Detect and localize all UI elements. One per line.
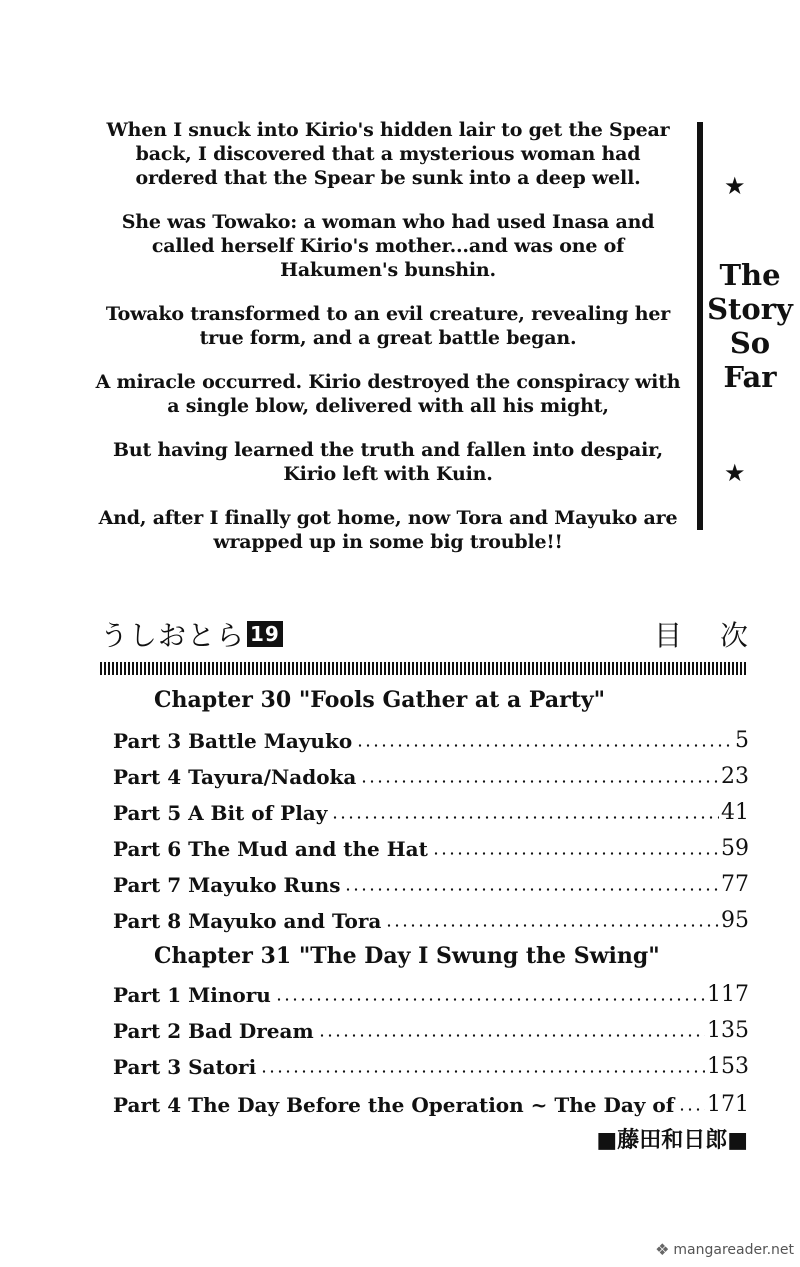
chapter-heading: Chapter 30 "Fools Gather at a Party" <box>154 687 606 713</box>
toc-entry-title: Part 1 Minoru <box>113 983 271 1007</box>
toc-entry-title: Part 3 Battle Mayuko <box>113 729 353 753</box>
toc-entry-title: Part 2 Bad Dream <box>113 1019 314 1043</box>
summary-paragraph: When I snuck into Kirio's hidden lair to get the Spear back, I discovered that a mysterious woman had ordered that the Spear be sunk into a deep well. <box>106 119 670 189</box>
contents-label: 目次 <box>653 619 786 652</box>
toc-entry[interactable] <box>113 978 749 1008</box>
toc-entry-page: 5 <box>735 728 749 753</box>
star-icon: ★ <box>724 172 746 200</box>
toc-entry[interactable] <box>113 760 749 790</box>
summary-paragraph: She was Towako: a woman who had used Inasa and called herself Kirio's mother...and was one of Hakumen's bunshin. <box>121 211 655 281</box>
volume-badge: 19 <box>247 621 283 647</box>
toc-entry[interactable] <box>113 1014 749 1044</box>
series-name: うしおとら <box>100 619 246 652</box>
toc-entry-page: 153 <box>707 1054 749 1079</box>
author-name: ■藤田和日郎■ <box>596 1128 748 1153</box>
tick-divider <box>100 662 748 675</box>
toc-entry-page: 171 <box>707 1092 749 1117</box>
toc-entry-page: 41 <box>721 800 749 825</box>
toc-entry[interactable] <box>113 868 749 898</box>
summary-paragraph: A miracle occurred. Kirio destroyed the conspiracy with a single blow, delivered with all his might, <box>95 371 681 417</box>
dot-leader <box>331 816 719 819</box>
title-line: The <box>719 258 781 292</box>
dot-leader <box>678 1108 705 1111</box>
toc-entry[interactable] <box>113 904 749 934</box>
toc-entry[interactable] <box>113 796 749 826</box>
toc-entry-title: Part 3 Satori <box>113 1055 257 1079</box>
toc-entry-page: 95 <box>721 908 749 933</box>
dot-leader <box>360 780 719 783</box>
toc-entry-title: Part 8 Mayuko and Tora <box>113 909 382 933</box>
star-icon: ★ <box>724 459 746 487</box>
title-line: Far <box>723 360 777 394</box>
toc-entry-page: 135 <box>707 1018 749 1043</box>
chapter-heading: Chapter 31 "The Day I Swung the Swing" <box>154 943 660 969</box>
dot-leader <box>344 888 719 891</box>
toc-entry-title: Part 5 A Bit of Play <box>113 801 328 825</box>
dot-leader <box>260 1070 705 1073</box>
dot-leader <box>356 744 733 747</box>
toc-header <box>100 618 786 654</box>
toc-entry-title: Part 4 Tayura/Nadoka <box>113 765 357 789</box>
summary-paragraph: But having learned the truth and fallen into despair, Kirio left with Kuin. <box>113 439 663 485</box>
dot-leader <box>385 924 719 927</box>
site-watermark <box>655 1240 794 1259</box>
toc-entry-page: 77 <box>721 872 749 897</box>
title-line: Story <box>707 292 793 326</box>
toc-entry[interactable] <box>113 1050 749 1080</box>
summary-paragraph: Towako transformed to an evil creature, revealing her true form, and a great battle began. <box>105 303 671 349</box>
summary-paragraph: And, after I finally got home, now Tora and Mayuko are wrapped up in some big trouble!! <box>98 507 678 553</box>
series-title <box>100 618 283 654</box>
toc-entry-title: Part 7 Mayuko Runs <box>113 873 341 897</box>
story-summary <box>92 118 684 574</box>
toc-entry[interactable] <box>113 1088 749 1118</box>
wolf-logo-icon: ❖ <box>655 1240 670 1259</box>
toc-entry-title: Part 4 The Day Before the Operation ~ The Day of <box>113 1093 675 1117</box>
toc-entry-title: Part 6 The Mud and the Hat <box>113 837 428 861</box>
title-line: So <box>729 326 771 360</box>
story-so-far-title <box>702 258 798 394</box>
toc-entry[interactable] <box>113 724 749 754</box>
toc-entry-page: 59 <box>721 836 749 861</box>
toc-entry-page: 23 <box>721 764 749 789</box>
dot-leader <box>432 852 719 855</box>
toc-entry[interactable] <box>113 832 749 862</box>
dot-leader <box>275 998 705 1001</box>
toc-entry-page: 117 <box>707 982 749 1007</box>
watermark-text: mangareader.net <box>673 1241 794 1258</box>
dot-leader <box>318 1034 705 1037</box>
